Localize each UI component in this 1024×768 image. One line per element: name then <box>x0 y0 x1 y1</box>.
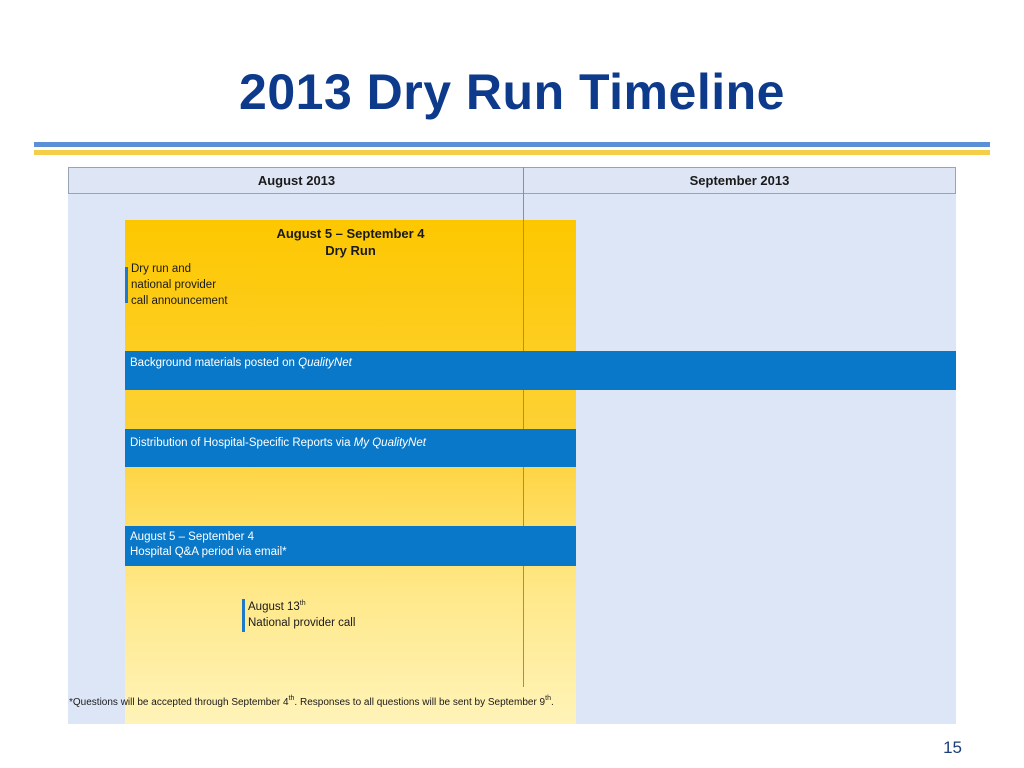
month-header-august: August 2013 <box>257 173 336 188</box>
background-materials-text: Background materials posted on QualityNet <box>130 357 352 369</box>
qa-period-label: Hospital Q&A period via email* <box>130 546 287 558</box>
title-rule-blue <box>34 142 990 147</box>
background-materials-bar <box>125 351 956 390</box>
qa-period-bar <box>125 526 576 566</box>
month-header-september: September 2013 <box>689 173 790 188</box>
provider-call-marker <box>242 599 245 632</box>
dry-run-title: Dry Run <box>325 243 376 258</box>
timeline-chart <box>68 167 956 724</box>
distribution-bar <box>125 429 576 467</box>
month-header-row <box>68 167 956 194</box>
announcement-note <box>131 261 228 309</box>
dry-run-label <box>125 225 576 259</box>
provider-call-label: National provider call <box>248 617 356 629</box>
qa-period-text <box>130 530 287 560</box>
questions-footnote: *Questions will be accepted through September 4th. Responses to all questions will be sent by September 9th. <box>69 695 554 708</box>
page-number: 15 <box>943 738 962 757</box>
announcement-line-1: Dry run and <box>131 263 192 275</box>
title-rule-gold <box>34 150 990 155</box>
dry-run-dates: August 5 – September 4 <box>276 226 425 241</box>
distribution-text: Distribution of Hospital-Specific Reports via My QualityNet <box>130 437 426 449</box>
qa-period-dates: August 5 – September 4 <box>130 531 255 543</box>
announcement-line-2: national provider <box>131 279 217 291</box>
announcement-line-3: call announcement <box>131 295 228 307</box>
slide-title: 2013 Dry Run Timeline <box>239 64 785 120</box>
announcement-marker <box>125 267 128 303</box>
provider-call-note <box>248 599 355 631</box>
provider-call-date: August 13th <box>248 600 306 613</box>
